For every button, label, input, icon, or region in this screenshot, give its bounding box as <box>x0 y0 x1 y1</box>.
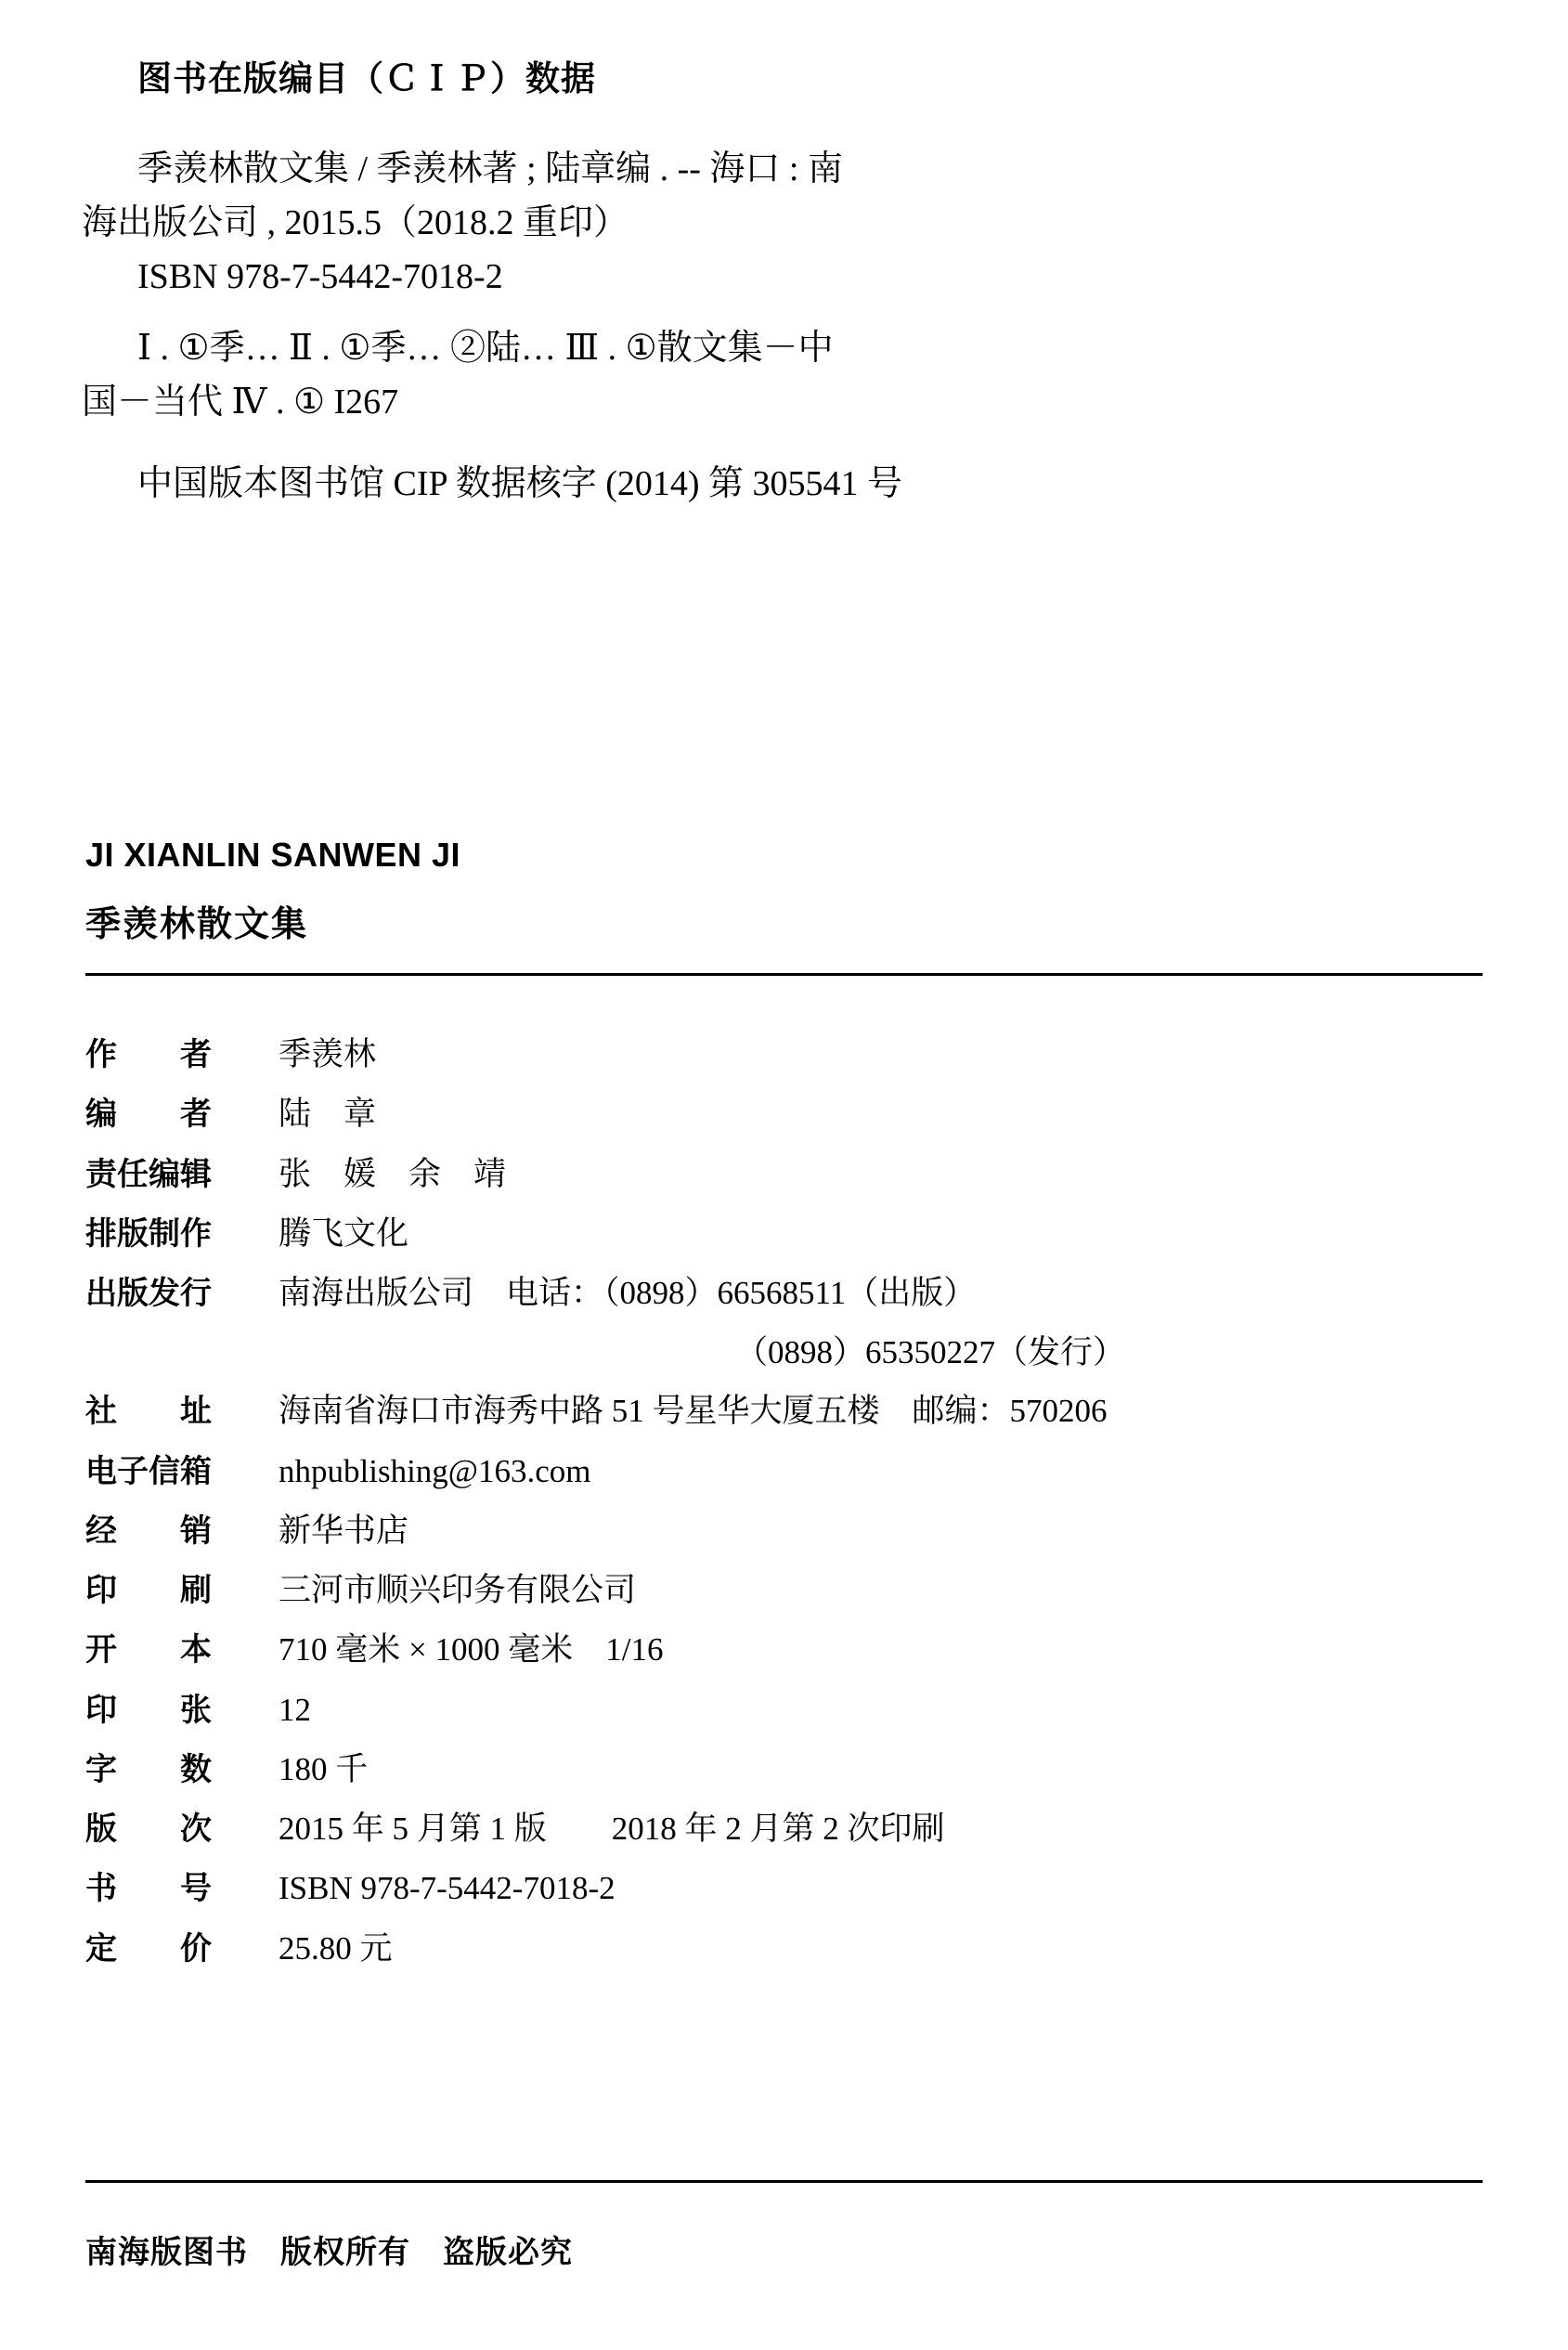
colophon-table <box>85 1029 1487 1982</box>
table-row-price <box>85 1923 1487 1970</box>
divider-bottom <box>85 2180 1483 2183</box>
row-label-format: 开 本 <box>85 1632 212 1668</box>
row-label-author: 作 者 <box>85 1037 212 1072</box>
cip-classification-line2: 国－当代 Ⅳ . ① I267 <box>82 383 399 422</box>
row-value-responsible-editor: 张 媛 余 靖 <box>279 1155 507 1192</box>
row-label-wordcount: 字 数 <box>85 1751 212 1787</box>
cip-approval-number: 中国版本图书馆 CIP 数据核字 (2014) 第 305541 号 <box>137 463 903 503</box>
row-label-edition: 版 次 <box>85 1811 212 1847</box>
cip-data-block <box>82 50 1448 517</box>
table-row-email <box>85 1446 1487 1493</box>
table-row-printer <box>85 1565 1487 1612</box>
cip-title-statement-line2: 海出版公司 , 2015.5（2018.2 重印） <box>82 202 629 242</box>
table-row-typesetting <box>85 1208 1487 1255</box>
cip-classification-line1: Ⅰ . ①季… Ⅱ . ①季… ②陆… Ⅲ . ①散文集－中 <box>137 329 834 369</box>
row-label-distributor: 经 销 <box>85 1513 212 1549</box>
row-value-edition: 2015 年 5 月第 1 版 2018 年 2 月第 2 次印刷 <box>279 1811 945 1847</box>
row-value-wordcount: 180 千 <box>279 1750 369 1787</box>
row-label-address: 社 址 <box>85 1394 212 1430</box>
cip-title-statement-line1: 季羡林散文集 / 季羡林著 ; 陆章编 . -- 海口 : 南 <box>137 149 843 188</box>
row-value-price: 25.80 元 <box>279 1929 393 1967</box>
row-value-isbn: ISBN 978-7-5442-7018-2 <box>279 1870 616 1907</box>
row-value-email: nhpublishing@163.com <box>279 1452 591 1489</box>
row-value-typesetting: 腾飞文化 <box>279 1214 409 1252</box>
table-row-distribution-phone <box>85 1327 1487 1373</box>
row-label-responsible-editor: 责任编辑 <box>85 1156 212 1192</box>
row-value-publisher: 南海出版公司 电话：（0898）66568511（出版） <box>279 1275 977 1311</box>
table-row-responsible-editor <box>85 1149 1487 1196</box>
row-value-address: 海南省海口市海秀中路 51 号星华大厦五楼 邮编：570206 <box>279 1393 1108 1430</box>
row-label-printer: 印 刷 <box>85 1573 212 1608</box>
row-label-editor: 编 者 <box>85 1097 212 1133</box>
row-spacer <box>85 1327 735 1373</box>
row-label-sheets: 印 张 <box>85 1692 212 1728</box>
row-value-distributor: 新华书店 <box>279 1512 409 1549</box>
row-label-email: 电子信箱 <box>85 1453 212 1489</box>
row-value-distribution-phone: （0898）65350227（发行） <box>735 1334 1126 1371</box>
row-label-typesetting: 排版制作 <box>85 1215 212 1252</box>
table-row-wordcount <box>85 1744 1487 1791</box>
cip-isbn-line: ISBN 978-7-5442-7018-2 <box>137 256 503 296</box>
copyright-notice: 南海版图书 版权所有 盗版必究 <box>85 2235 573 2270</box>
row-value-author: 季羡林 <box>279 1036 377 1072</box>
row-value-sheets: 12 <box>279 1691 311 1728</box>
table-row-sheets <box>85 1684 1487 1732</box>
table-row-distributor <box>85 1505 1487 1552</box>
cip-spacer-2 <box>130 430 1448 458</box>
table-row-format <box>85 1624 1487 1671</box>
table-row-publisher <box>85 1267 1487 1315</box>
row-value-printer: 三河市顺兴印务有限公司 <box>279 1572 637 1608</box>
row-value-editor: 陆 章 <box>279 1096 377 1133</box>
table-row-edition <box>85 1803 1487 1850</box>
table-row-isbn <box>85 1863 1487 1910</box>
cip-heading: 图书在版编目（ＣＩＰ）数据 <box>137 59 596 97</box>
divider-top <box>85 973 1483 976</box>
row-value-format: 710 毫米 × 1000 毫米 1/16 <box>279 1631 664 1668</box>
row-label-price: 定 价 <box>85 1930 212 1967</box>
cip-spacer-1 <box>130 309 1448 322</box>
title-block <box>85 836 1478 946</box>
title-pinyin: JI XIANLIN SANWEN JI <box>85 836 461 874</box>
row-label-publisher: 出版发行 <box>85 1276 212 1311</box>
page-title: 季羡林散文集 <box>85 905 309 944</box>
table-row-address <box>85 1385 1487 1433</box>
row-label-isbn: 书 号 <box>85 1871 212 1907</box>
table-row-editor <box>85 1088 1487 1136</box>
table-row-author <box>85 1029 1487 1076</box>
